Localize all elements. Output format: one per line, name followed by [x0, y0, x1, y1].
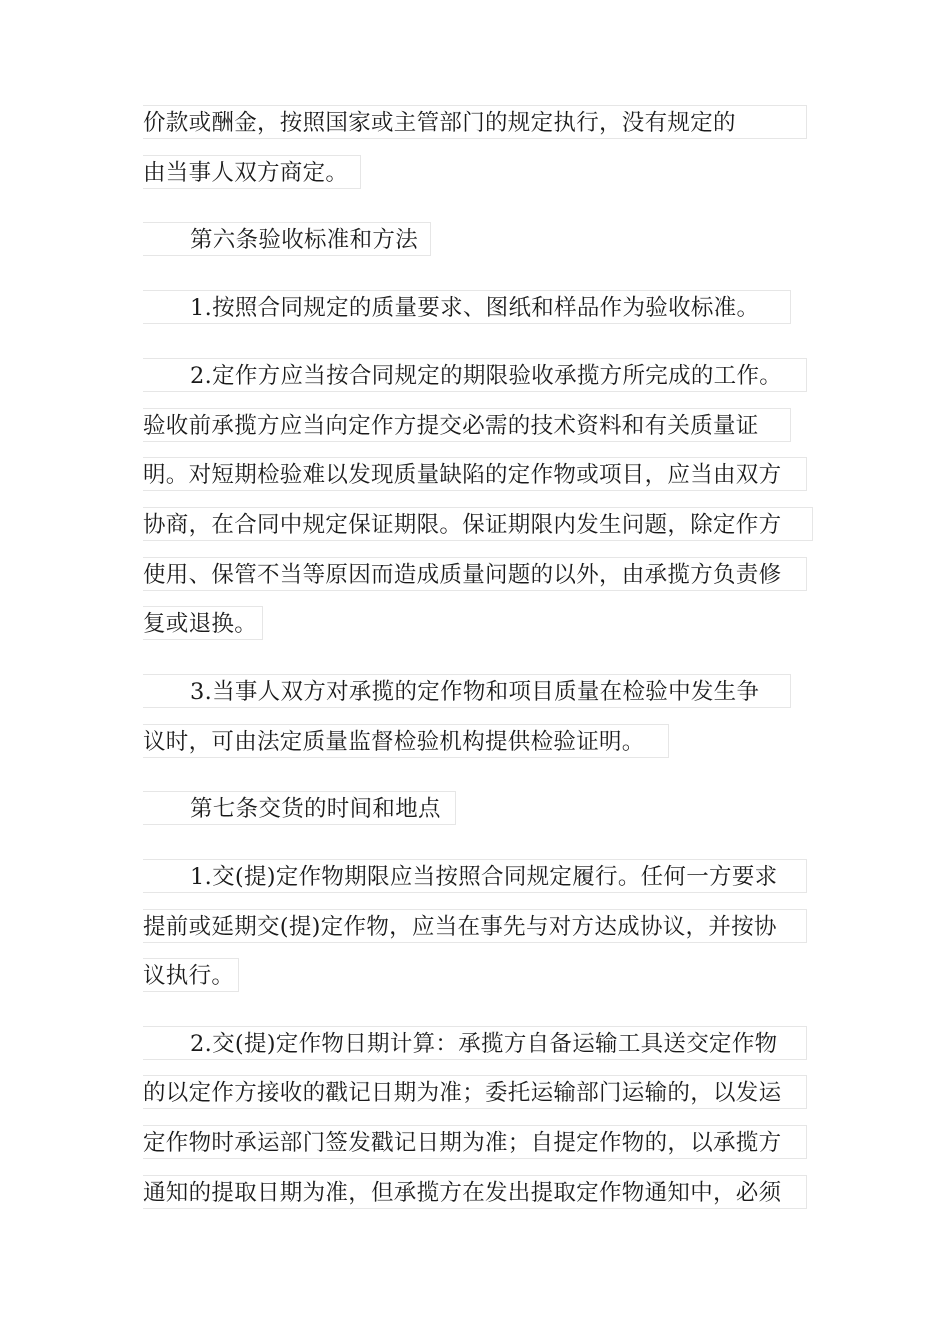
- list-item: 1.交(提)定作物期限应当按照合同规定履行。任何一方要求: [143, 859, 807, 893]
- text-line: 验收前承揽方应当向定作方提交必需的技术资料和有关质量证: [143, 408, 791, 442]
- section-heading: 第七条交货的时间和地点: [143, 791, 456, 825]
- text-line: 通知的提取日期为准，但承揽方在发出提取定作物通知中，必须: [143, 1175, 807, 1209]
- text-line: 的以定作方接收的戳记日期为准；委托运输部门运输的，以发运: [143, 1075, 807, 1109]
- text-line: 价款或酬金，按照国家或主管部门的规定执行，没有规定的: [143, 105, 807, 139]
- list-item: 3.当事人双方对承揽的定作物和项目质量在检验中发生争: [143, 674, 791, 708]
- text-line: 定作物时承运部门签发戳记日期为准；自提定作物的，以承揽方: [143, 1125, 807, 1159]
- text-line: 协商，在合同中规定保证期限。保证期限内发生问题，除定作方: [143, 507, 813, 541]
- text-line: 由当事人双方商定。: [143, 155, 361, 189]
- list-item: 2.定作方应当按合同规定的期限验收承揽方所完成的工作。: [143, 358, 807, 392]
- section-heading: 第六条验收标准和方法: [143, 222, 431, 256]
- text-line: 使用、保管不当等原因而造成质量问题的以外，由承揽方负责修: [143, 557, 807, 591]
- text-line: 复或退换。: [143, 606, 263, 640]
- text-line: 议执行。: [143, 958, 239, 992]
- text-line: 明。对短期检验难以发现质量缺陷的定作物或项目，应当由双方: [143, 457, 807, 491]
- text-line: 议时，可由法定质量监督检验机构提供检验证明。: [143, 724, 669, 758]
- list-item: 2.交(提)定作物日期计算：承揽方自备运输工具送交定作物: [143, 1026, 807, 1060]
- text-line: 提前或延期交(提)定作物，应当在事先与对方达成协议，并按协: [143, 909, 807, 943]
- list-item: 1.按照合同规定的质量要求、图纸和样品作为验收标准。: [143, 290, 791, 324]
